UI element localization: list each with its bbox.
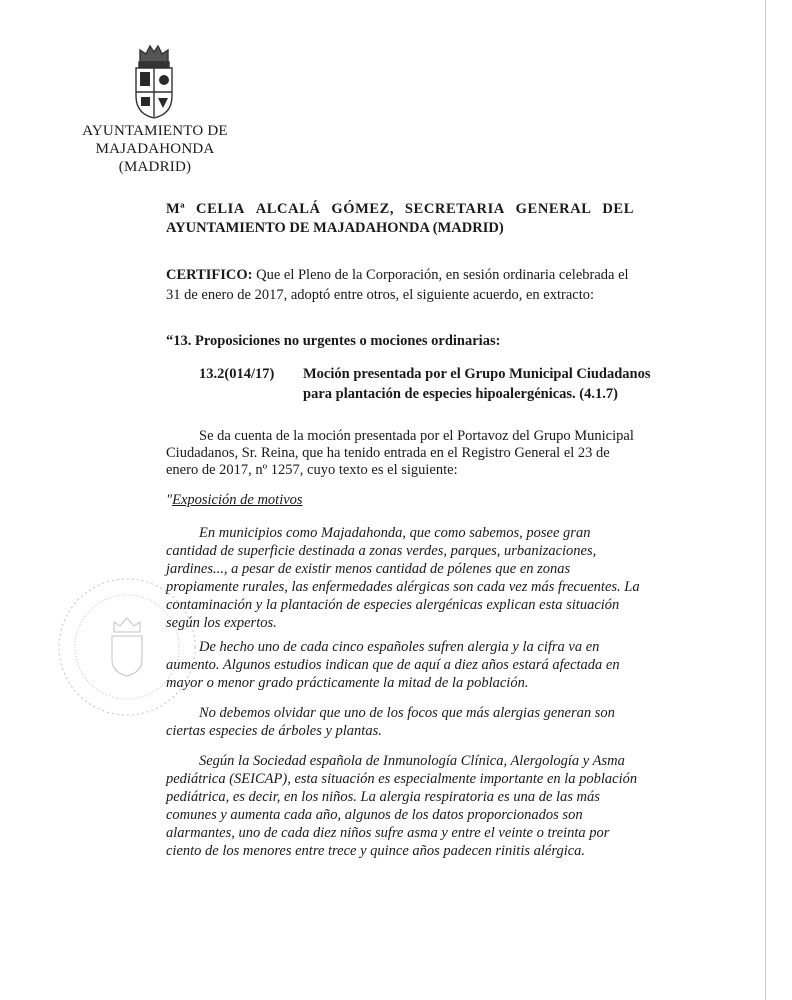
coat-of-arms-icon <box>128 40 180 120</box>
section-heading: “13. Proposiciones no urgentes o mociones ordinarias: <box>166 333 501 349</box>
paragraph-line: De hecho uno de cada cinco españoles sufren alergia y la cifra va en <box>199 639 600 655</box>
title-word: Mª <box>166 201 186 217</box>
title-word: ALCALÁ <box>255 201 321 217</box>
paragraph-line: pediátrica (SEICAP), esta situación es especialmente importante en la población <box>166 771 638 787</box>
motion-number: 13.2(014/17) <box>199 366 275 382</box>
paragraph-line: pediátrica, es decir, en los niños. La alergia respiratoria es una de las más <box>166 789 600 805</box>
paragraph-line: jardines..., a pesar de existir menos cantidad de pólenes que en zonas <box>166 561 571 577</box>
certifico-text: Que el Pleno de la Corporación, en sesión ordinaria celebrada el <box>252 267 629 283</box>
body-paragraph-1 <box>166 524 640 632</box>
body-paragraph-4 <box>166 752 638 860</box>
municipality-header <box>70 122 240 176</box>
title-line-2: AYUNTAMIENTO DE MAJADAHONDA (MADRID) <box>166 220 504 236</box>
document-title <box>166 200 634 238</box>
opening-quote: " <box>166 492 173 508</box>
intro-line-3: enero de 2017, nº 1257, cuyo texto es el siguiente: <box>166 462 458 478</box>
header-line-2: MAJADAHONDA <box>95 141 215 157</box>
title-line-1 <box>166 200 634 219</box>
title-word: CELIA <box>196 201 245 217</box>
certifico-text-line-2: 31 de enero de 2017, adoptó entre otros, el siguiente acuerdo, en extracto: <box>166 287 594 303</box>
official-seal-stamp <box>52 572 202 722</box>
paragraph-line: comunes y aumenta cada año, algunos de los datos proporcionados son <box>166 807 583 823</box>
paragraph-line: No debemos olvidar que uno de los focos que más alergias generan son <box>199 705 615 721</box>
certifico-label: CERTIFICO: <box>166 267 253 283</box>
motion-title-line-2: para plantación de especies hipoalergénicas. (4.1.7) <box>303 386 618 402</box>
exposicion-heading <box>166 492 303 509</box>
body-paragraph-2 <box>166 638 634 692</box>
title-word: GENERAL <box>515 201 592 217</box>
paragraph-line: aumento. Algunos estudios indican que de aquí a diez años estará afectada en <box>166 657 620 673</box>
paragraph-line: mayor o menor grado prácticamente la mitad de la población. <box>166 675 529 691</box>
header-line-3: (MADRID) <box>118 159 192 175</box>
title-word: GÓMEZ, <box>331 201 395 217</box>
paragraph-line: alarmantes, uno de cada diez niños sufre asma y entre el veinte o treinta por <box>166 825 610 841</box>
intro-line-2: Ciudadanos, Sr. Reina, que ha tenido entrada en el Registro General el 23 de <box>166 445 610 461</box>
title-word: DEL <box>602 201 634 217</box>
paragraph-line: En municipios como Majadahonda, que como sabemos, posee gran <box>199 525 591 541</box>
title-word: SECRETARIA <box>404 201 505 217</box>
paragraph-line: cantidad de superficie destinada a zonas verdes, parques, urbanizaciones, <box>166 543 597 559</box>
intro-paragraph <box>166 428 634 479</box>
paragraph-line: contaminación y la plantación de especies alergénicas explican esta situación <box>166 597 620 613</box>
certifico-block <box>166 265 634 305</box>
page-edge-line <box>765 0 766 1000</box>
paragraph-line: Según la Sociedad española de Inmunología Clínica, Alergología y Asma <box>199 753 625 769</box>
header-line-1: AYUNTAMIENTO DE <box>82 123 228 139</box>
paragraph-line: propiamente rurales, las enfermedades alérgicas son cada vez más frecuentes. La <box>166 579 640 595</box>
body-paragraph-3 <box>166 704 634 740</box>
paragraph-line: ciento de los menores entre trece y quince años padecen rinitis alérgica. <box>166 843 586 859</box>
intro-line-1: Se da cuenta de la moción presentada por el Portavoz del Grupo Municipal <box>199 428 634 444</box>
paragraph-line: según los expertos. <box>166 615 277 631</box>
motion-title-line-1: Moción presentada por el Grupo Municipal Ciudadanos <box>303 366 651 382</box>
exposicion-label: Exposición de motivos <box>172 492 303 508</box>
paragraph-line: ciertas especies de árboles y plantas. <box>166 723 382 739</box>
